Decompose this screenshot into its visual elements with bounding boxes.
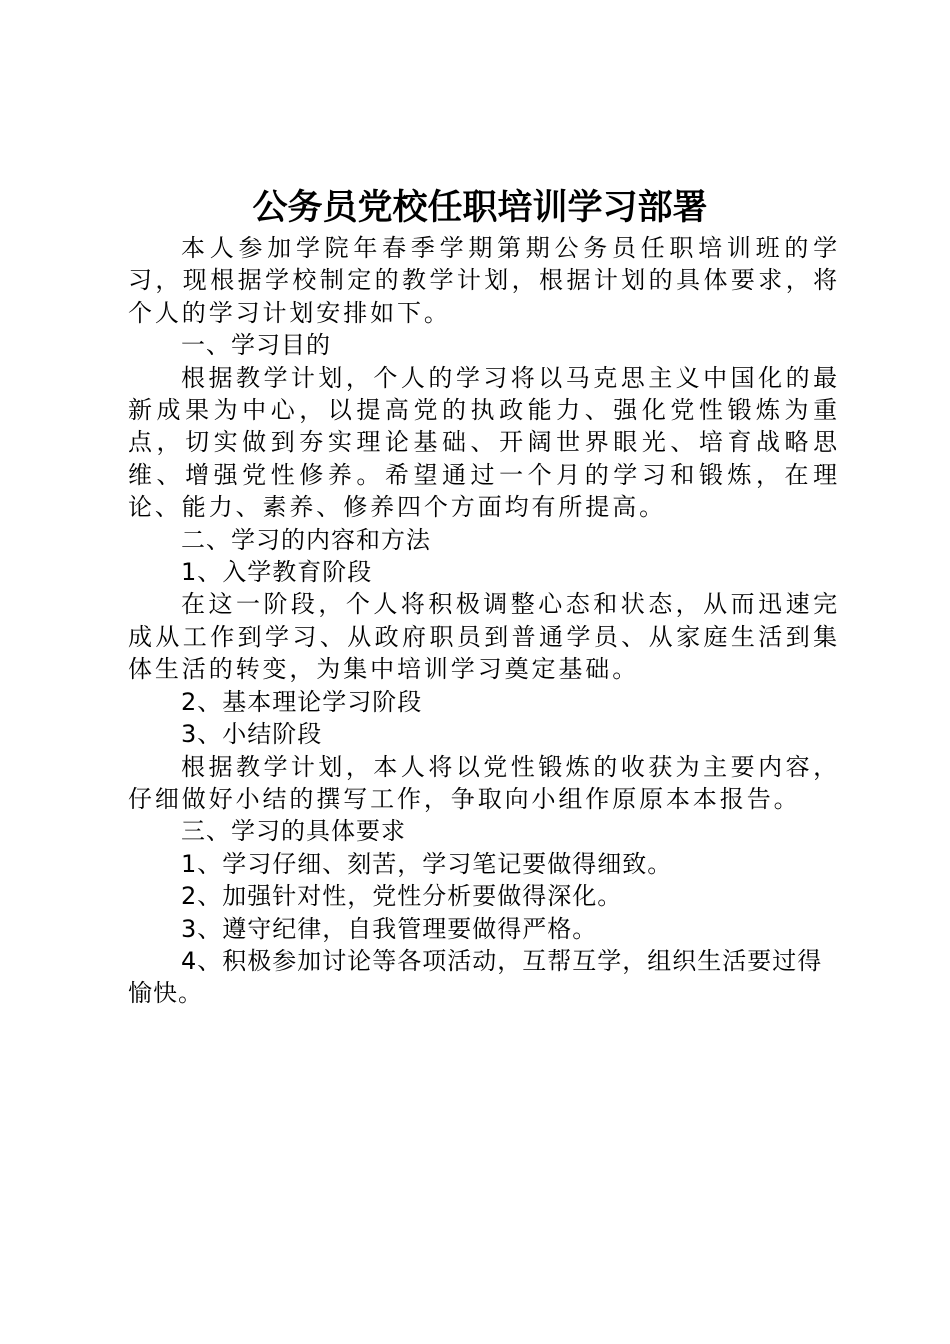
section-1-heading: 一、学习目的 bbox=[181, 331, 331, 360]
section-3-heading: 三、学习的具体要求 bbox=[181, 817, 406, 846]
requirement-item: 4、积极参加讨论等各项活动，互帮互学，组织生活要过得愉快。 bbox=[128, 946, 823, 1008]
stage-1-paragraph: 在这一阶段，个人将积极调整心态和状态，从而迅速完成从工作到学习、从政府职员到普通学员、从家庭生活到集体生活的转变，为集中培训学习奠定基础。 bbox=[128, 590, 840, 684]
requirement-item: 3、遵守纪律，自我管理要做得严格。 bbox=[181, 914, 598, 943]
document-title: 公务员党校任职培训学习部署 bbox=[252, 188, 708, 228]
section-1-paragraph: 根据教学计划，个人的学习将以马克思主义中国化的最新成果为中心，以提高党的执政能力、强化党性锻炼为重点，切实做到夯实理论基础、开阔世界眼光、培育战略思维、增强党性修养。希望通过一个月的学习和锻炼，在理论、能力、素养、修养四个方面均有所提高。 bbox=[128, 363, 840, 522]
stage-2-heading: 2、基本理论学习阶段 bbox=[181, 687, 423, 716]
requirement-item: 1、学习仔细、刻苦，学习笔记要做得细致。 bbox=[181, 849, 673, 878]
stage-3-heading: 3、小结阶段 bbox=[181, 720, 323, 749]
document-body bbox=[128, 232, 840, 1010]
stage-3-paragraph: 根据教学计划，本人将以党性锻炼的收获为主要内容，仔细做好小结的撰写工作，争取向小组作原原本本报告。 bbox=[128, 752, 840, 813]
stage-1-heading: 1、入学教育阶段 bbox=[181, 558, 373, 587]
requirement-item: 2、加强针对性，党性分析要做得深化。 bbox=[181, 882, 623, 911]
intro-paragraph: 本人参加学院年春季学期第期公务员任职培训班的学习，现根据学校制定的教学计划，根据计划的具体要求，将个人的学习计划安排如下。 bbox=[128, 234, 840, 327]
section-2-heading: 二、学习的内容和方法 bbox=[181, 525, 431, 554]
